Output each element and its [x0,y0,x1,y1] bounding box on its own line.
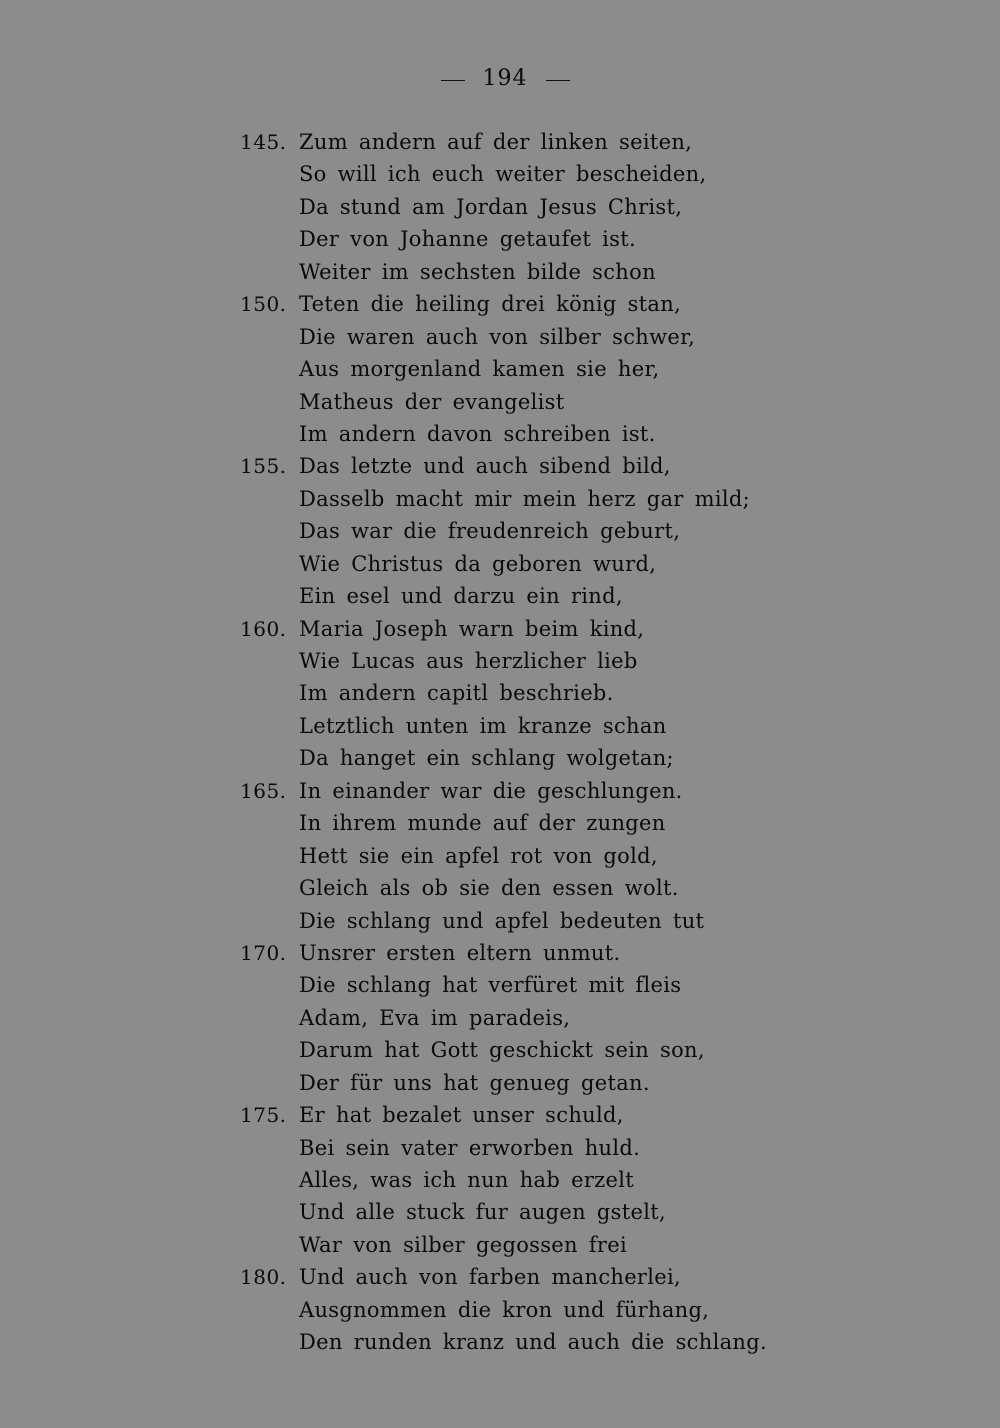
verse-text: Alles, was ich nun hab erzelt [299,1168,635,1192]
verse-text: Unsrer ersten eltern unmut. [299,940,621,965]
verse-text: So will ich euch weiter bescheiden, [299,162,707,187]
verse-text: Da stund am Jordan Jesus Christ, [299,194,683,219]
header-dash-left [441,80,465,81]
verse-line [0,969,1000,1001]
header-dash-right [546,80,570,81]
verse-line [0,775,1000,807]
verse-text: Und alle stuck fur augen gstelt, [299,1200,666,1225]
verse-text: In einander war die geschlungen. [299,778,683,803]
verse-text: Gleich als ob sie den essen wolt. [299,876,679,901]
verse-line [0,905,1000,937]
verse-text: Im andern capitl beschrieb. [299,681,614,706]
verse-line [0,191,1000,223]
verse-text: Ein esel und darzu ein rind, [299,584,623,609]
verse-text: Letztlich unten im kranze schan [299,713,667,738]
verse-line [0,1164,1000,1196]
verse-text: Bei sein vater erworben huld. [299,1135,641,1160]
verse-line [0,1132,1000,1164]
verse-text: Der von Johanne getaufet ist. [299,227,636,252]
verse-line [0,483,1000,515]
verse-line [0,223,1000,255]
verse-line [0,1326,1000,1358]
verse-text: Der für uns hat genueg getan. [299,1070,650,1095]
verse-line [0,386,1000,418]
verse-line [0,1294,1000,1326]
verse-text: Das letzte und auch sibend bild, [299,454,671,479]
verse-text: Wie Lucas aus herzlicher lieb [299,649,638,673]
verse-line [0,256,1000,288]
verse-text: Teten die heiling drei könig stan, [299,292,682,317]
verse-text: Darum hat Gott geschickt sein son, [299,1038,705,1063]
verse-text: Ausgnommen die kron und fürhang, [299,1297,710,1322]
verse-line [0,1261,1000,1293]
verse-line [0,1099,1000,1131]
verse-text: Matheus der evangelist [299,389,565,414]
verse-line [0,126,1000,158]
verse-text: Weiter im sechsten bilde schon [299,259,656,284]
line-number: 165. [240,778,287,803]
verse-text: Die waren auch von silber schwer, [299,324,696,349]
verse-text: Adam, Eva im paradeis, [299,1005,571,1030]
verse-text: Maria Joseph warn beim kind, [299,616,645,641]
verse-text: Dasselb macht mir mein herz gar mild; [299,486,750,511]
verse-text: In ihrem munde auf der zungen [299,811,666,836]
verse-text: Und auch von farben mancherlei, [299,1265,682,1290]
verse-line [0,1196,1000,1228]
verse-text: Im andern davon schreiben ist. [299,421,656,446]
verse-line [0,580,1000,612]
verse-text: Das war die freudenreich geburt, [299,519,681,544]
page-header [0,66,1000,91]
verse-line [0,288,1000,320]
verse-line [0,840,1000,872]
line-number: 170. [240,940,287,965]
verse-line [0,321,1000,353]
verse-text: Den runden kranz und auch die schlang. [299,1330,767,1355]
verse-line [0,807,1000,839]
verse-text: Zum andern auf der linken seiten, [299,130,693,154]
verse-line [0,418,1000,450]
verse-line [0,1229,1000,1261]
line-number: 160. [240,616,287,641]
verse-text: Wie Christus da geboren wurd, [299,551,657,576]
verse-text: Er hat bezalet unser schuld, [299,1103,624,1128]
verse-line [0,645,1000,677]
verse-line [0,1067,1000,1099]
verse-line [0,937,1000,969]
verse-text: Hett sie ein apfel rot von gold, [299,843,658,868]
line-number: 145. [240,130,287,154]
page-number: 194 [482,66,528,91]
verse-line [0,515,1000,547]
line-number: 155. [240,454,287,479]
verse-text: Die schlang und apfel bedeuten tut [299,908,705,933]
verse-line [0,613,1000,645]
verse-line [0,742,1000,774]
line-number: 150. [240,292,287,317]
verse-line [0,872,1000,904]
verse-line [0,1002,1000,1034]
verse-text: War von silber gegossen frei [299,1232,627,1257]
verse-line [0,353,1000,385]
verse-line [0,450,1000,482]
verse-line [0,548,1000,580]
line-number: 180. [240,1265,287,1290]
verse-text: Aus morgenland kamen sie her, [299,357,660,382]
verse-line [0,158,1000,190]
verse-text: Da hanget ein schlang wolgetan; [299,746,674,771]
verse-text: Die schlang hat verfüret mit fleis [299,973,682,998]
verse-line [0,710,1000,742]
poem-body [0,126,1000,1359]
line-number: 175. [240,1103,287,1128]
verse-line [0,1034,1000,1066]
verse-line [0,677,1000,709]
